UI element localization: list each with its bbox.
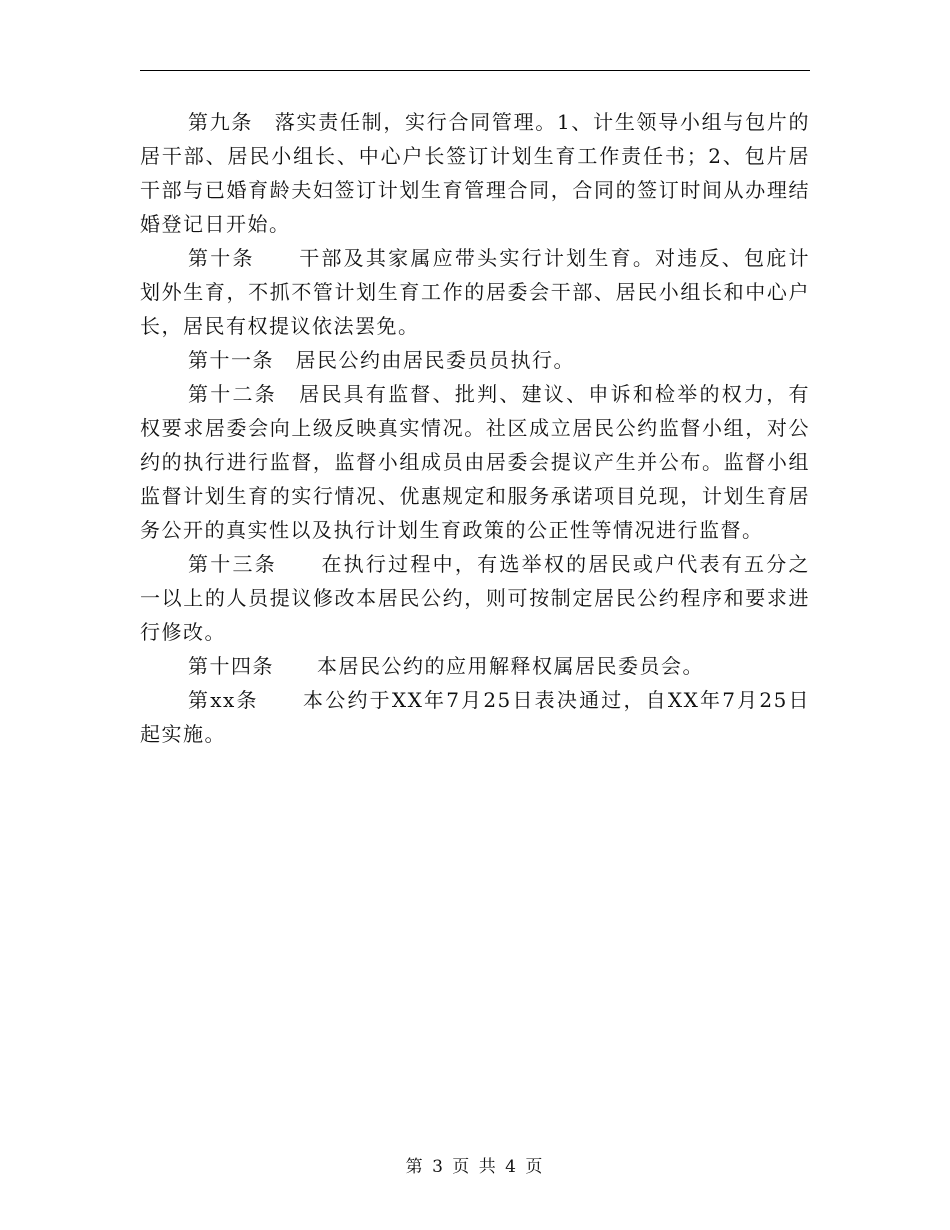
header-rule [140, 70, 810, 71]
article-9: 第九条 落实责任制，实行合同管理。1、计生领导小组与包片的居干部、居民小组长、中心户长签订计划生育工作责任书；2、包片居干部与已婚育龄夫妇签订计划生育管理合同，合同的签订时间从办理结婚登记日开始。 [140, 110, 810, 236]
page-number: 第 3 页 共 4 页 [405, 1157, 545, 1177]
article-11: 第十一条 居民公约由居民委员员执行。 [188, 348, 575, 372]
article-xx: 第xx条 本公约于XX年7月25日表决通过，自XX年7月25日起实施。 [140, 688, 810, 746]
article-14: 第十四条 本居民公约的应用解释权属居民委员会。 [188, 654, 704, 678]
article-10: 第十条 干部及其家属应带头实行计划生育。对违反、包庇计划外生育，不抓不管计划生育工作的居委会干部、居民小组长和中心户长，居民有权提议依法罢免。 [140, 246, 810, 338]
article-13: 第十三条 在执行过程中，有选举权的居民或户代表有五分之一以上的人员提议修改本居民公约，则可按制定居民公约程序和要求进行修改。 [140, 552, 810, 644]
article-12: 第十二条 居民具有监督、批判、建议、申诉和检举的权力，有权要求居委会向上级反映真实情况。社区成立居民公约监督小组，对公约的执行进行监督，监督小组成员由居委会提议产生并公布。监督小组监督计划生育的实行情况、优惠规定和服务承诺项目兑现，计划生育居务公开的真实性以及执行计划生育政策的公正性等情况进行监督。 [140, 382, 810, 542]
document-body [140, 105, 810, 751]
